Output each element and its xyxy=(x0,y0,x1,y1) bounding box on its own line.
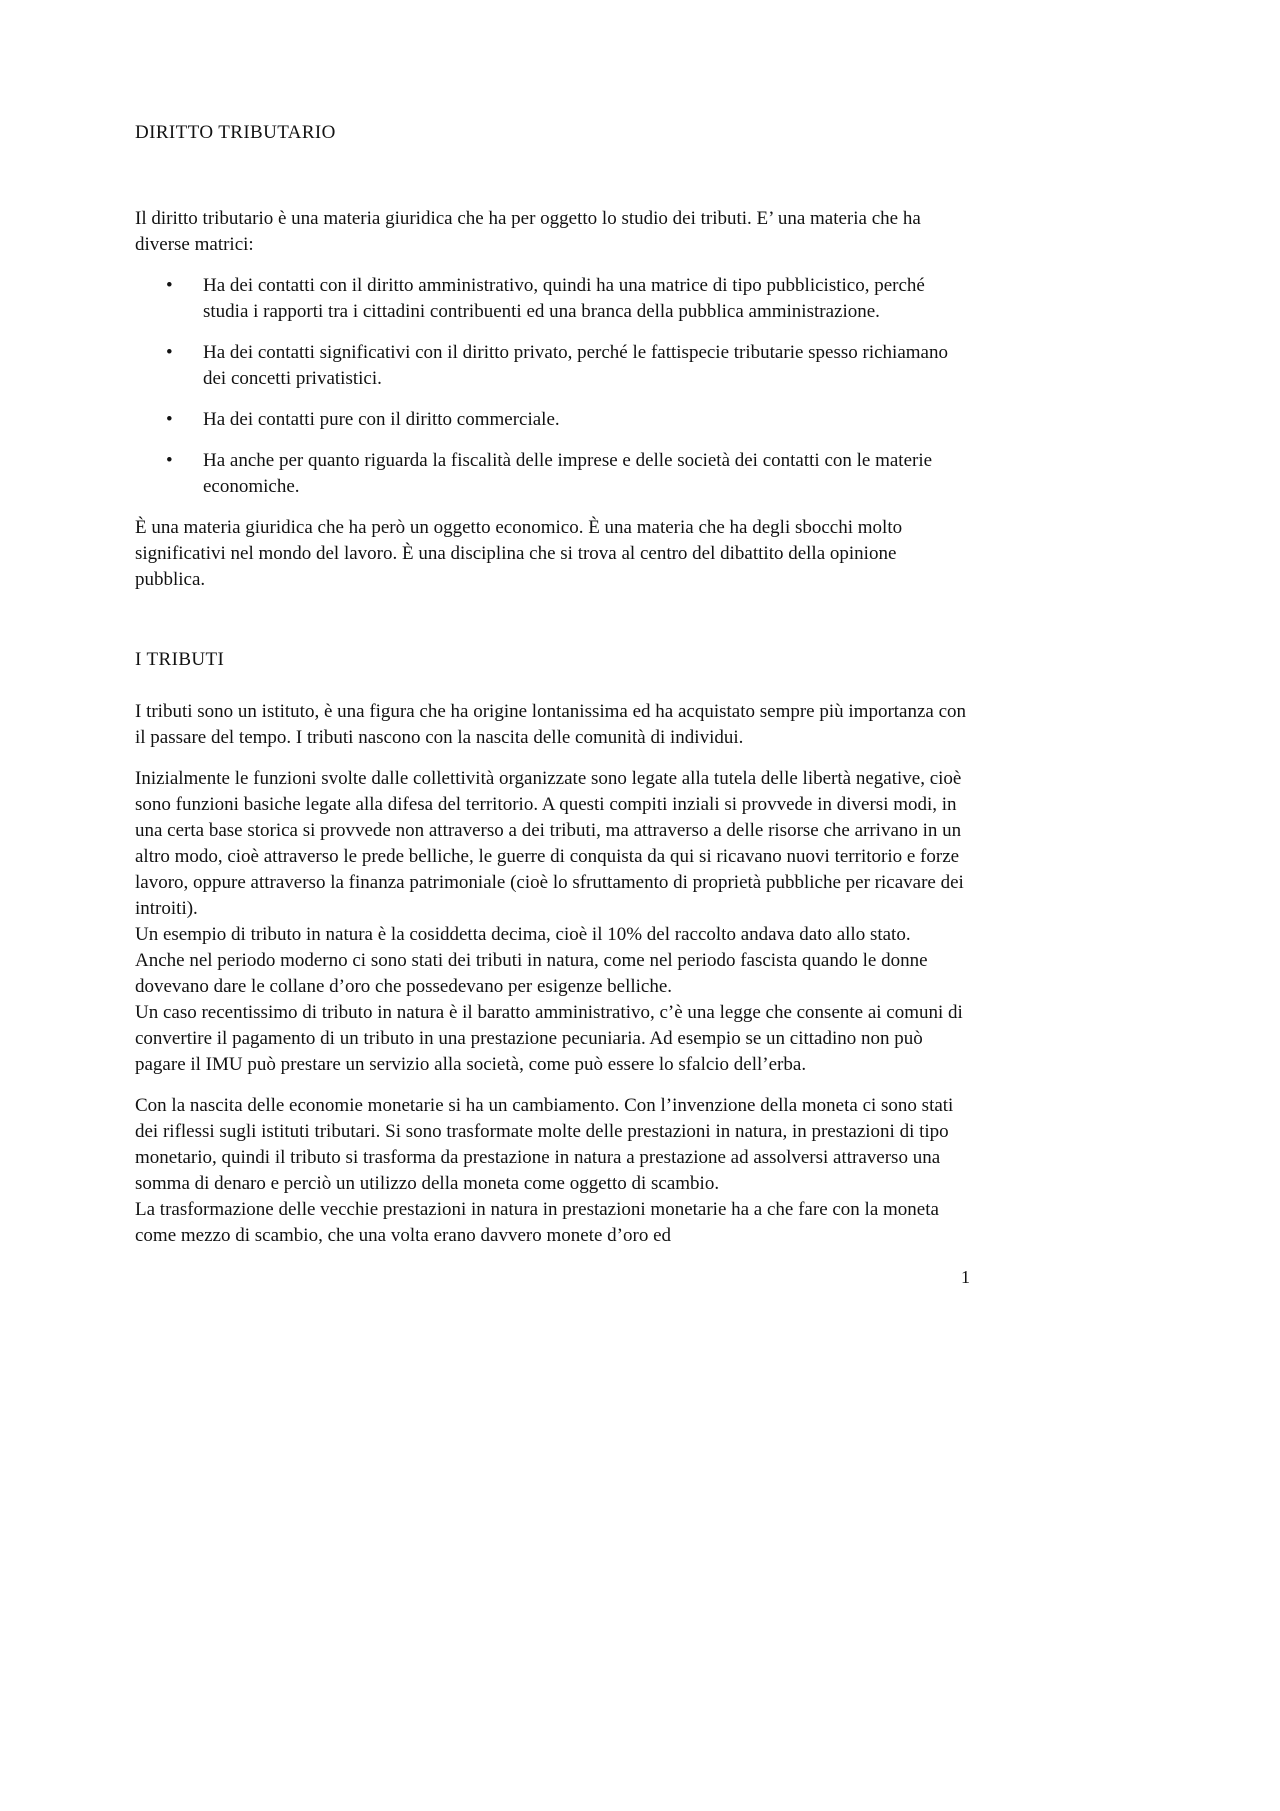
bullet-icon: • xyxy=(166,450,173,471)
history-block xyxy=(135,766,970,1078)
document-title: DIRITTO TRIBUTARIO xyxy=(135,122,336,143)
bullet-item xyxy=(135,273,970,325)
bullet-text: Ha dei contatti pure con il diritto commerciale. xyxy=(203,409,560,430)
money-paragraph: La trasformazione delle vecchie prestazioni in natura in prestazioni monetarie ha a che fare con la moneta come mezzo di scambio, che una volta erano davvero monete d’oro ed xyxy=(135,1199,939,1246)
summary-paragraph: È una materia giuridica che ha però un oggetto economico. È una materia che ha degli sbocchi molto significativi nel mondo del lavoro. È una disciplina che si trova al centro del dibattito della opinione pubblica. xyxy=(135,517,903,590)
section-heading: I TRIBUTI xyxy=(135,649,225,670)
bullet-icon: • xyxy=(166,275,173,296)
bullet-text: Ha dei contatti significativi con il diritto privato, perché le fattispecie tributarie spesso richiamano dei concetti privatistici. xyxy=(203,342,948,389)
bullet-text: Ha anche per quanto riguarda la fiscalità delle imprese e delle società dei contatti con le materie economiche. xyxy=(203,450,933,497)
money-paragraph: Con la nascita delle economie monetarie si ha un cambiamento. Con l’invenzione della moneta ci sono stati dei riflessi sugli istituti tributari. Si sono trasformate molte delle prestazioni in natura, in prestazioni di tipo monetario, quindi il tributo si trasforma da prestazione in natura a prestazione ad assolversi attraverso una somma di denaro e perciò un utilizzo della moneta come oggetto di scambio. xyxy=(135,1095,954,1194)
bullet-item xyxy=(135,340,970,392)
page-number: 1 xyxy=(961,1267,970,1287)
history-paragraph: Inizialmente le funzioni svolte dalle collettività organizzate sono legate alla tutela delle libertà negative, cioè sono funzioni basiche legate alla difesa del territorio. A questi compiti inziali si provvede in diversi modi, in una certa base storica si provvede non attraverso a dei tributi, ma attraverso a delle risorse che arrivano in un altro modo, cioè attraverso le prede belliche, le guerre di conquista da qui si ricavano nuovi territorio e forze lavoro, oppure attraverso la finanza patrimoniale (cioè lo sfruttamento di proprietà pubbliche per ricavare dei introiti). xyxy=(135,768,964,919)
bullet-item xyxy=(135,407,970,433)
bullet-icon: • xyxy=(166,342,173,363)
tributi-intro-paragraph: I tributi sono un istituto, è una figura che ha origine lontanissima ed ha acquistato sempre più importanza con il passare del tempo. I tributi nascono con la nascita delle comunità di individui. xyxy=(135,701,967,748)
history-paragraph: Un caso recentissimo di tributo in natura è il baratto amministrativo, c’è una legge che consente ai comuni di convertire il pagamento di un tributo in una prestazione pecuniaria. Ad esempio se un cittadino non può pagare il IMU può prestare un servizio alla società, come può essere lo sfalcio dell’erba. xyxy=(135,1002,963,1075)
intro-paragraph: Il diritto tributario è una materia giuridica che ha per oggetto lo studio dei tributi. E’ una materia che ha diverse matrici: xyxy=(135,208,921,255)
money-block xyxy=(135,1093,970,1249)
bullet-icon: • xyxy=(166,409,173,430)
bullet-text: Ha dei contatti con il diritto amministrativo, quindi ha una matrice di tipo pubblicistico, perché studia i rapporti tra i cittadini contribuenti ed una branca della pubblica amministrazione. xyxy=(203,275,925,322)
history-paragraph: Anche nel periodo moderno ci sono stati dei tributi in natura, come nel periodo fascista quando le donne dovevano dare le collane d’oro che possedevano per esigenze belliche. xyxy=(135,950,928,997)
bullet-item xyxy=(135,448,970,500)
bullet-list xyxy=(135,273,970,500)
history-paragraph: Un esempio di tributo in natura è la cosiddetta decima, cioè il 10% del raccolto andava dato allo stato. xyxy=(135,924,911,945)
